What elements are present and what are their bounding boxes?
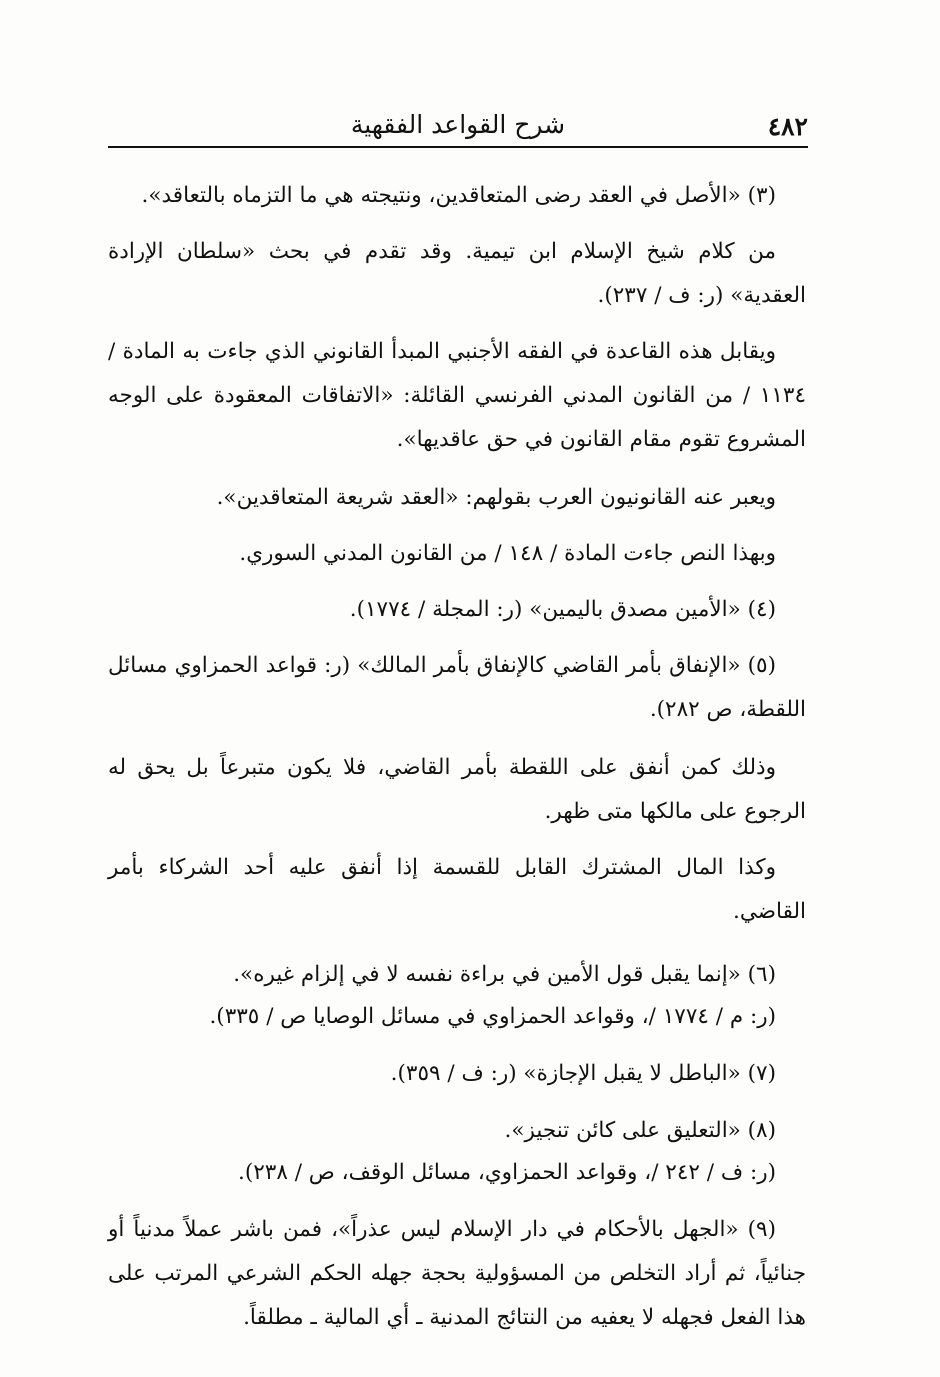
rule-5-shared-property-paragraph: وكذا المال المشترك القابل للقسمة إذا أنفق عليه أحد الشركاء بأمر القاضي. [108, 855, 806, 924]
rule-3-arab-jurists-paragraph: ويعبر عنه القانونيون العرب بقولهم: «العقد شريعة المتعاقدين». [216, 485, 776, 510]
rule-5-paragraph: (٥) «الإنفاق بأمر القاضي كالإنفاق بأمر المالك» (ر: قواعد الحمزاوي مسائل اللقطة، ص ٢٨٢). [108, 653, 806, 722]
running-title: شرح القواعد الفقهية [350, 110, 566, 139]
rule-8-paragraph: (٨) «التعليق على كائن تنجيز». [504, 1118, 776, 1143]
page-number: ٤٨٢ [767, 112, 808, 141]
rule-6-paragraph: (٦) «إنما يقبل قول الأمين في براءة نفسه لا في إلزام غيره». [233, 962, 776, 987]
rule-3-paragraph: (٣) «الأصل في العقد رضى المتعاقدين، ونتيجته هي ما التزماه بالتعاقد». [141, 183, 776, 208]
rule-9-paragraph: (٩) «الجهل بالأحكام في دار الإسلام ليس عذراً»، فمن باشر عملاً مدنياً أو جنائياً، ثم أراد التخلص من المسؤولية بحجة جهله الحكم الشرعي المرتب على هذا الفعل فجهله لا يعفيه من النتائج المدنية ـ أي المالية ـ مطلقاً. [108, 1217, 806, 1330]
rule-3-syrian-code-paragraph: وبهذا النص جاءت المادة / ١٤٨ / من القانون المدني السوري. [239, 541, 776, 566]
rule-6-reference-paragraph: (ر: م / ١٧٧٤ /، وقواعد الحمزاوي في مسائل الوصايا ص / ٣٣٥). [209, 1004, 776, 1029]
rule-8-reference-paragraph: (ر: ف / ٢٤٢ /، وقواعد الحمزاوي، مسائل الوقف، ص / ٢٣٨). [238, 1160, 776, 1185]
page-header [108, 104, 808, 148]
body-text [108, 174, 806, 1340]
rule-4-paragraph: (٤) «الأمين مصدق باليمين» (ر: المجلة / ١٧٧٤). [349, 597, 776, 622]
rule-3-source-paragraph: من كلام شيخ الإسلام ابن تيمية. وقد تقدم في بحث «سلطان الإرادة العقدية» (ر: ف / ٢٣٧). [108, 239, 806, 308]
rule-3-comparison-paragraph: ويقابل هذه القاعدة في الفقه الأجنبي المبدأ القانوني الذي جاءت به المادة / ١١٣٤ / من القانون المدني الفرنسي القائلة: «الاتفاقات المعقودة على الوجه المشروع تقوم مقام القانون في حق عاقديها». [108, 339, 806, 452]
rule-7-paragraph: (٧) «الباطل لا يقبل الإجازة» (ر: ف / ٣٥٩). [390, 1061, 776, 1086]
rule-5-explanation-paragraph: وذلك كمن أنفق على اللقطة بأمر القاضي، فلا يكون متبرعاً بل يحق له الرجوع على مالكها متى ظهر. [108, 755, 806, 824]
